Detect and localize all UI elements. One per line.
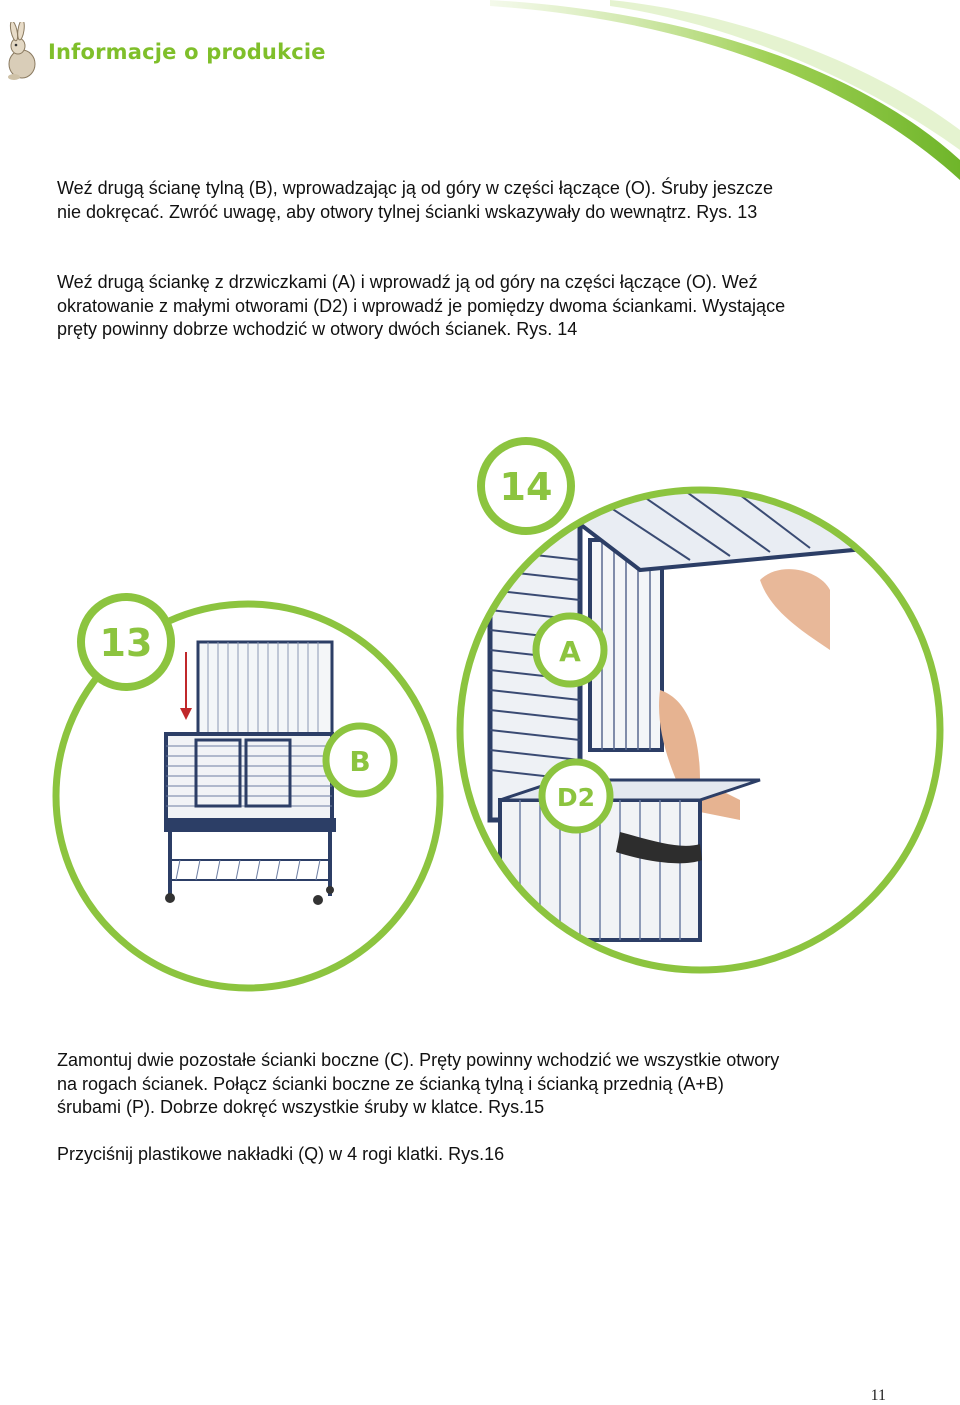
instruction-paragraph-4 bbox=[57, 1143, 897, 1167]
paragraph-line: Przyciśnij plastikowe nakładki (Q) w 4 rogi klatki. Rys.16 bbox=[57, 1144, 505, 1164]
step-14-number: 14 bbox=[499, 465, 553, 509]
label-a-badge bbox=[536, 616, 604, 684]
step-14-badge bbox=[481, 441, 571, 531]
assembly-figure bbox=[0, 420, 960, 1020]
step-13-number: 13 bbox=[99, 621, 153, 665]
page-number: 11 bbox=[870, 1387, 886, 1404]
paragraph-line: nie dokręcać. Zwróć uwagę, aby otwory tylnej ścianki wskazywały do wewnątrz. Rys. 13 bbox=[57, 201, 758, 222]
page-header-title: Informacje o produkcie bbox=[48, 40, 326, 64]
label-b: B bbox=[349, 745, 371, 778]
cage-illustration-13 bbox=[164, 642, 336, 905]
paragraph-line: Weź drugą ściankę z drzwiczkami (A) i wprowadź ją od góry na części łączące (O). Weź bbox=[57, 272, 758, 292]
instruction-paragraph-2 bbox=[57, 271, 897, 342]
paragraph-line: pręty powinny dobrze wchodzić w otwory dwóch ścianek. Rys. 14 bbox=[57, 319, 578, 339]
paragraph-line: Weź drugą ścianę tylną (B), wprowadzając ją od góry w części łączące (O). Śruby jeszcze bbox=[57, 178, 773, 198]
rabbit-logo-icon bbox=[0, 22, 46, 82]
label-b-badge bbox=[326, 726, 394, 794]
label-a: A bbox=[559, 635, 581, 668]
instruction-paragraph-1 bbox=[57, 177, 897, 224]
paragraph-line: Zamontuj dwie pozostałe ścianki boczne (C). Pręty powinny wchodzić we wszystkie otwory bbox=[57, 1050, 780, 1070]
label-d2-badge bbox=[542, 762, 610, 830]
paragraph-line: na rogach ścianek. Połącz ścianki boczne ze ścianką tylną i ścianką przednią (A+B) bbox=[57, 1073, 724, 1094]
instruction-paragraph-3 bbox=[57, 1049, 897, 1120]
green-swoosh-decoration bbox=[490, 0, 960, 180]
step-13-badge bbox=[81, 597, 171, 687]
paragraph-line: śrubami (P). Dobrze dokręć wszystkie śruby w klatce. Rys.15 bbox=[57, 1097, 545, 1117]
label-d2: D2 bbox=[556, 783, 596, 812]
paragraph-line: okratowanie z małymi otworami (D2) i wprowadź je pomiędzy dwoma ściankami. Wystające bbox=[57, 295, 786, 316]
